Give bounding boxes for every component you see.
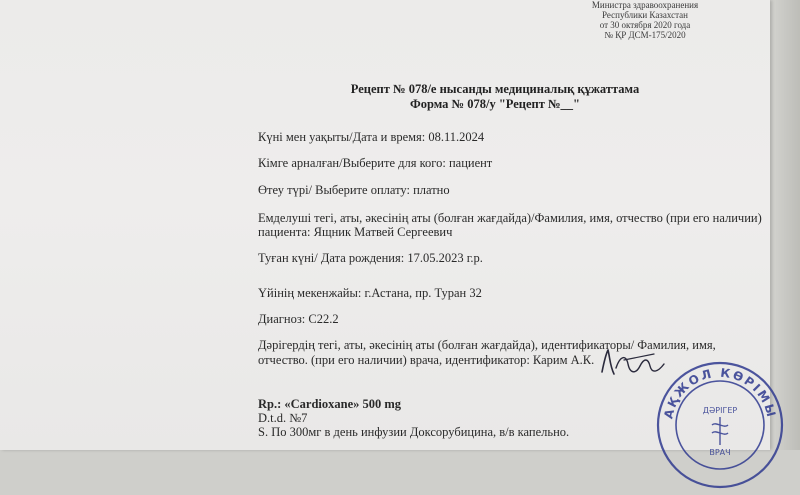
doctor-stamp — [650, 355, 790, 495]
doctor-field-line-1: Дәрігердің тегі, аты, әкесінің аты (болған жағдайда), идентификаторы/ Фамилия, имя, — [258, 338, 716, 352]
form-title-kazakh: Рецепт № 078/е нысанды медициналық құжаттама — [350, 82, 640, 96]
payment-field: Өтеу түрі/ Выберите оплату: платно — [258, 183, 450, 197]
diagnosis-field: Диагноз: С22.2 — [258, 312, 339, 326]
caduceus-icon — [712, 417, 728, 445]
recipient-field: Кімге арналған/Выберите для кого: пациент — [258, 156, 493, 170]
address-field: Үйінің мекенжайы: г.Астана, пр. Туран 32 — [258, 286, 482, 300]
ministry-header-line-2: Республики Казахстан — [602, 10, 688, 20]
stamp-inner-text: ДӘРІГЕР — [702, 406, 738, 415]
rp-line: Rp.: «Cardioxane» 500 mg — [258, 397, 402, 411]
ministry-header-line-3: от 30 октября 2020 года — [599, 20, 691, 30]
ministry-header-line-4: № ҚР ДСМ-175/2020 — [604, 30, 686, 40]
ministry-header-line-1: Министра здравоохранения — [591, 0, 699, 10]
stamp-top-text: АҚЖОЛ КӨРІМЫ — [661, 365, 779, 421]
stamp-bottom-text: ВРАЧ — [709, 448, 731, 457]
patient-name: пациента: Ящник Матвей Сергеевич — [258, 225, 453, 239]
date-field: Күні мен уақыты/Дата и время: 08.11.2024 — [258, 130, 485, 144]
ministry-header — [545, 0, 745, 40]
birth-date-field: Туған күні/ Дата рождения: 17.05.2023 г.р. — [258, 251, 483, 265]
form-title-russian: Форма № 078/у "Рецепт №__" — [409, 97, 580, 111]
patient-label: Емделуші тегі, аты, әкесінің аты (болған жағдайда)/Фамилия, имя, отчество (при его наличии) — [258, 211, 762, 225]
signa-line: S. По 300мг в день инфузии Доксорубицина, в/в капельно. — [258, 425, 570, 439]
dtd-line: D.t.d. №7 — [258, 411, 308, 425]
doctor-field-line-2: отчество. (при его наличии) врача, идентификатор: Карим А.К. — [258, 353, 595, 367]
